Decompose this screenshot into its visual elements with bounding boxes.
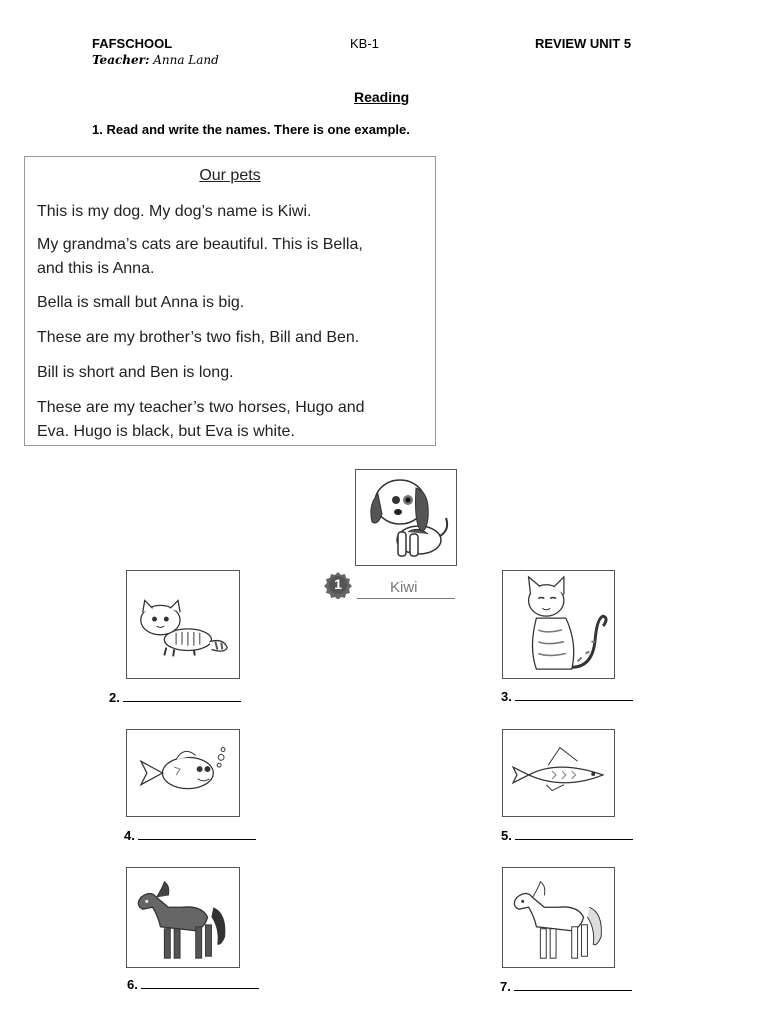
picture-5 xyxy=(502,729,615,817)
teacher-name: Anna Land xyxy=(153,53,219,67)
item-number: 6. xyxy=(127,977,138,992)
white-horse-icon xyxy=(503,868,614,967)
example-number: 1 xyxy=(334,576,342,592)
picture-7 xyxy=(502,867,615,968)
item-number: 3. xyxy=(501,689,512,704)
passage-line: Bill is short and Ben is long. xyxy=(37,364,234,381)
passage-line: This is my dog. My dog’s name is Kiwi. xyxy=(37,203,312,220)
small-cat-icon xyxy=(127,571,239,678)
item-number: 4. xyxy=(124,828,135,843)
answer-blank[interactable] xyxy=(138,829,256,840)
big-cat-icon xyxy=(503,571,614,678)
teacher-line xyxy=(92,53,219,67)
answer-blank[interactable] xyxy=(141,978,259,989)
item-number: 7. xyxy=(500,979,511,994)
passage-line: These are my brother’s two fish, Bill and Ben. xyxy=(37,329,360,346)
picture-4 xyxy=(126,729,240,817)
answer-line-7[interactable] xyxy=(500,979,632,994)
item-number: 2. xyxy=(109,690,120,705)
example-answer-line xyxy=(357,598,455,599)
picture-3 xyxy=(502,570,615,679)
long-fish-icon xyxy=(503,730,614,816)
answer-blank[interactable] xyxy=(515,829,633,840)
picture-2 xyxy=(126,570,240,679)
dog-icon xyxy=(356,470,456,565)
passage-line: My grandma’s cats are beautiful. This is Bella, xyxy=(37,236,363,253)
answer-line-3[interactable] xyxy=(501,689,633,704)
dog-picture xyxy=(355,469,457,566)
answer-blank[interactable] xyxy=(515,690,633,701)
reading-passage xyxy=(24,156,436,446)
example-badge xyxy=(324,571,352,599)
passage-line: Bella is small but Anna is big. xyxy=(37,294,245,311)
answer-blank[interactable] xyxy=(123,691,241,702)
answer-line-6[interactable] xyxy=(127,977,259,992)
passage-line: These are my teacher’s two horses, Hugo and xyxy=(37,399,365,416)
passage-line: and this is Anna. xyxy=(37,260,155,277)
item-number: 5. xyxy=(501,828,512,843)
teacher-label: Teacher: xyxy=(92,53,150,67)
section-title: Reading xyxy=(354,89,410,105)
answer-line-4[interactable] xyxy=(124,828,256,843)
passage-line: Eva. Hugo is black, but Eva is white. xyxy=(37,423,295,440)
instruction: 1. Read and write the names. There is one example. xyxy=(92,122,410,137)
class-label: KB-1 xyxy=(350,36,379,51)
answer-line-2[interactable] xyxy=(109,690,241,705)
short-fish-icon xyxy=(127,730,239,816)
example-answer: Kiwi xyxy=(390,579,418,596)
picture-6 xyxy=(126,867,240,968)
answer-line-5[interactable] xyxy=(501,828,633,843)
passage-title: Our pets xyxy=(199,167,261,184)
black-horse-icon xyxy=(127,868,239,967)
unit-label: REVIEW UNIT 5 xyxy=(535,36,632,51)
answer-blank[interactable] xyxy=(514,980,632,991)
school-name: FAFSCHOOL xyxy=(92,36,173,51)
